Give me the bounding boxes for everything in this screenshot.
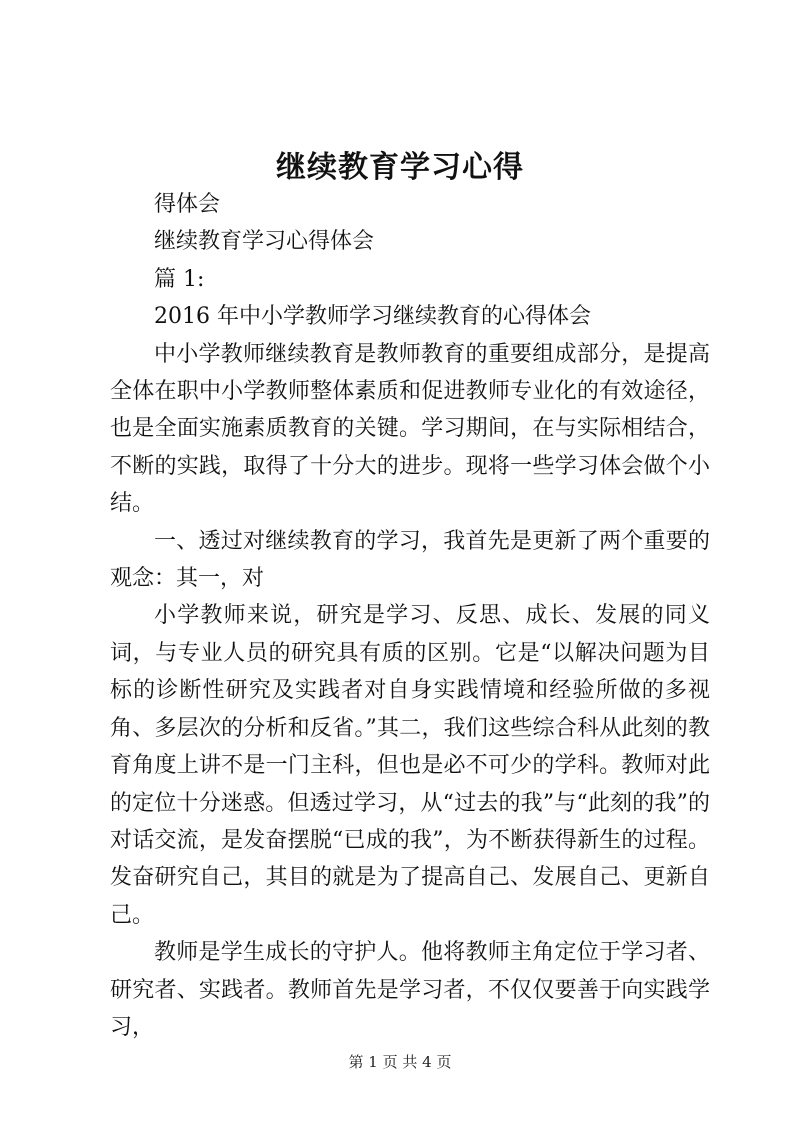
document-body bbox=[110, 186, 710, 1046]
paragraph: 教师是学生成长的守护人。他将教师主角定位于学习者、研究者、实践者。教师首先是学习者，不仅仅要善于向实践学习， bbox=[110, 940, 710, 1040]
document-title: 继续教育学习心得 bbox=[276, 150, 524, 185]
page-number-footer: 第 1 页 共 4 页 bbox=[348, 1053, 452, 1071]
paragraph: 继续教育学习心得体会 bbox=[154, 229, 375, 255]
paragraph: 得体会 bbox=[154, 192, 221, 217]
paragraph: 2016 年中小学教师学习继续教育的心得体会 bbox=[154, 304, 591, 330]
paragraph: 篇 1: bbox=[154, 266, 205, 292]
paragraph: 小学教师来说，研究是学习、反思、成长、发展的同义词，与专业人员的研究具有质的区别。它是“以解决问题为目标的诊断性研究及实践者对自身实践情境和经验所做的多视角、多层次的分析和反省。”其二，我们这些综合科从此刻的教育角度上讲不是一门主科，但也是必不可少的学科。教师对此的定位十分迷惑。但透过学习，从“过去的我”与“此刻的我”的对话交流，是发奋摆脱“已成的我”，为不断获得新生的过程。发奋研究自己，其目的就是为了提高自己、发展自己、更新自己。 bbox=[110, 603, 710, 928]
paragraph: 一、透过对继续教育的学习，我首先是更新了两个重要的观念：其一，对 bbox=[110, 528, 710, 592]
paragraph: 中小学教师继续教育是教师教育的重要组成部分，是提高全体在职中小学教师整体素质和促进教师专业化的有效途径，也是全面实施素质教育的关键。学习期间，在与实际相结合，不断的实践，取得了十分大的进步。现将一些学习体会做个小结。 bbox=[110, 341, 710, 517]
